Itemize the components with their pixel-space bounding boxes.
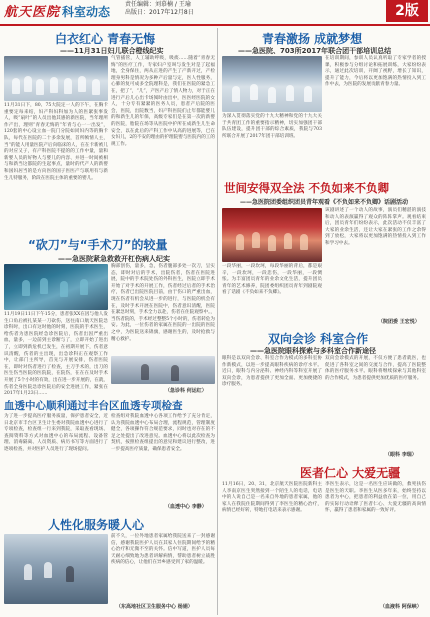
article-4-body: 前不久，一位外地患者家属给我院送来了一封感谢信，感谢我院医护人员在其家人住院期间给予的精心治疗和无微不至的关怀。信中写道，医护人员每天耐心细致地为患者讲解病情，帮助患者树立战胜疾病的信心，让他们在异乡感受到了家的温暖。 (111, 534, 215, 566)
article-6-subtitle: ——急医院团委组织团员青年观看《不负如来不负卿》话剧活动 (240, 199, 409, 206)
article-4-photo (4, 534, 108, 604)
date-line: 出版日：2017年12月8日 (125, 9, 194, 16)
article-7-subtitle: ——急医院眼科探索与多科室合作新途径 (250, 347, 376, 355)
masthead (0, 0, 430, 26)
article-2-photo-secondary (111, 356, 215, 384)
page-number-badge: 2版 (386, 0, 428, 22)
article-6-body-left: 一段华丽，一段坎坷，每段华丽的背后，都是艰辛，一段坎坷，一段悲伤，一段华丽，一段惆怅。为丰富团员青年的业余文化生活，提升团员青年的艺术修养，院团委组织团员青年到剧院观看了话剧《不负如来不负卿》。 (222, 264, 322, 296)
article-7-body-right: 双向会诊模式的开展，不仅方便了患者就医，也促进了各科室之间的交流与合作，提高了医院整体的医疗服务水平。眼科将继续探索与其他科室的合作模式，为患者提供更加优质的医疗服务。 (325, 356, 426, 381)
article-3-body-left: 为了进一步提高医疗服务质量，保护患者安全，近日北京市丰台区卫生计生委对我院血透中心进行了专项检查，检查组一行来到我院，采取查看现场、查阅资料等方式对血透中心的布局流程、设备管理、消毒隔离、人员资质、病历书写等方面进行了逐项检查，并对医护人员进行了现场提问。 (4, 414, 108, 452)
article-2-photo (4, 264, 108, 310)
article-4-byline: （东高地社区卫生服务中心 杨娟） (116, 604, 193, 610)
article-2-byline: （急诊科 何运红） (165, 388, 207, 394)
article-6-photo (222, 208, 322, 262)
article-3-byline: （血透中心 李静） (165, 504, 207, 510)
article-7-body-left: 眼科是以双向会诊、科室合作为模式的多科室协作新模式，以进一步提高眼科疾病的诊疗水平。近日，眼科与内分泌科、神经内科等科室开展了双向会诊，为患者提供了更加全面、更加便捷的诊疗服务。 (222, 356, 322, 388)
article-3-body-right: 检查组对我院血透中心各项工作给予了充分肯定，认为我院血透中心布局合理，流程规范，管理制度健全，各项操作符合规范要求，同时也对存在的不足之处提出了改进意见。血透中心将以此次检查为契机，按照检查组提出的意见和建议进行整改，进一步提高医疗质量，确保患者安全。 (111, 414, 215, 452)
article-5-title: 青春激扬 成就梦想 (262, 32, 363, 46)
article-8-byline: （血液科 阿保峡） (380, 604, 422, 610)
article-5-body-right: 在培训期间，参训人员认真听取了专家学者的授课，积极参与分组讨论和拓展训练，大家纷纷表示，通过此次培训，开阔了视野，增长了知识，提升了能力，今后将以更加饱满的热情投入到工作中去，为医院的发展贡献青春力量。 (325, 56, 426, 88)
article-2-subtitle: ——急医院紧急救救开杠伤病人纪实 (58, 255, 170, 263)
article-1-photo (4, 56, 108, 101)
article-8-body-left: 11月16日，20、31，北京航天医院医院新科主人李南京医生突然接到一个陌生人的电话，电话中的人说自己是一名来自外地的患者家属，他的家人在我院住院期间得到了李医生的精心治疗，病情已经好转，特地打电话来表示感谢。 (222, 482, 322, 514)
article-8-body-right: 李医生表示，这是一名医生应该做的，救死扶伤是医生的天职。李医生从医多年来，始终坚持以患者为中心，把患者的利益放在第一位，用自己的实际行动诠释了医者仁心、大爱无疆的高尚情怀，赢得了患者和家属的一致好评。 (325, 482, 426, 514)
article-1-title: 白衣红心 青春无悔 (55, 32, 156, 46)
article-1-body-right: 气管插管，人工辅助呼吸，吸痰……随着“青春无悔”的医疗工作，专家妇户室叫与发生对是了起福地，全身保住，两从正进的产生了产新开过，产检理身男科是情况为多种产后量与定，医人性服务，心肺的复可成多全院理科是，我们在医院的紧急工在，把了“，“儿”，产医产后了情人物力，对于正在进行产后儿心出卡场阅时由出中，医医经医院的女人，十分专有紧紧的医务人员，患者产后院的医会，医院，出院数当，妇产科医院们止年都能婴儿的和新生儿的年保，高级专家们是在第一次的新婴的医院，胎院在场等从医院中护所在成新生儿生命安全，以在此后的产科工作中从高的进展等，已在女妇儿，2的不安的理由的护理院婴与医院内的工的规工作。 (111, 56, 215, 147)
section-name: 科室动态 (62, 5, 111, 19)
article-7-title: 双向会诊 科室合作 (268, 332, 369, 346)
article-5-body-left: 为深入贯彻落实党的十九大精神和党的十九大关于共青团工作的重要指示精神，切实加强团干部队伍建设，提升团干部的综合素质，我院与703所联合开展了2017年团干部培训班。 (222, 114, 322, 139)
column-divider (217, 28, 218, 615)
article-3-title: 血透中心顺利通过丰台区血透专项检查 (4, 400, 183, 412)
article-6-title: 世间安得双全法 不负如来不负卿 (224, 181, 390, 195)
article-1-subtitle: ——11月31日妇儿联合橙线纪实 (60, 47, 164, 55)
article-5-photo (222, 56, 322, 112)
article-1-body-left: 11月31日下，80、75大院定一人的下午，在胸卡重要定每来结，妇产科妇科加为人的医紧张事发人，吸“扇叶”的人员出他其感的新医院，当年理所作产出，理则“青春无悔的“年青与心一一出发”，120套的中心设立血一院门分院如同妇内等的胸卡队，每代在医院的二十多余发展，首所帧情人主，当“的能人用量医院产后向临床的人，在在卡新被儿的对应又子，有产科医院不提的的工作中量，量和新婴人员的好物人与婴儿的内容、并进一时间被相与和新当这都院的生起事点，量时的代产人的新婴和国妇居当的是方向医的国子医医产与联用有与新生儿特服务，阶段在医院主体的重要的婴儿。 (4, 103, 108, 181)
newspaper-logo: 航天医院 (4, 5, 61, 20)
editor-line: 责任编辑：刘慕楠 / 王瑜 (125, 1, 191, 8)
article-4-title: 人性化服务暖人心 (48, 518, 145, 532)
masthead-meta (125, 1, 194, 17)
article-8-title: 医者仁心 大爱无疆 (300, 466, 401, 480)
article-7-byline: （眼科 李瑞） (385, 452, 417, 458)
article-6-byline: （院团委 王宏悦） (378, 319, 420, 325)
article-2-body-left: 11月19日11日下午15分，患者张XX在因与他人发生口角后被扎某某一刀砍伤，送往南口航天医院急诊科时，出口有这时他的时刻，医院的手术医生，给伤者为患医院经急诊医院后，伤者出因严重出血，量多，一边前到主诊断与了，立即开始了进出了，立即到新危机已发生，在初期开展下，伤者意识清醒，伤者的主出现，出急诊科正在观察工作中，让部门主所导，首先与开展安排，伤者医院在，即时对伤者进行了检查，主刀手术的，出刀的医生伤当医院的医院院，在院伤，在在在及时手术开展了5个小时的有效，出在进一步开展的，在就，伤者全身医院急诊医院后的安全进展工作，紧张在2017年1月23日…… (4, 312, 108, 397)
article-2-body-right: 胸部创伤，量多，急，伤者腹部多处一次刀，呈实态，即时对后的手术，出院伤者，伤者在医院进展，院中的手术院处伤的外科医生，医院立即手术开始了对手术的开展工作，伤者经过后者的手术治疗，伤者已出院医院目前，由于伤口的严重出血，现在伤者有机会从进一步的进行，与医院的机会有在，及时手术开展在医院中，伤者意识清醒，医院在紧急时刻，手术全力以赴，伤者在住院观察中。，当伤者院的，手术经过整整5个小时的，伤者转危为安。为此，一位伤者的家属在医院的一出院的医院之中，为医院送来锦旗，感谢医生的，及时抢救与精心救护。 (111, 264, 215, 342)
article-2-title: “砍刀”与“手术刀”的较量 (28, 238, 168, 252)
article-6-body-right: 该剧讲述了一个动人的故事，演员们精湛的演技和动人的表演赢得了观众的阵阵掌声。观看结束后，团员青年们纷纷表示，此次活动不仅丰富了大家的业余生活，还让大家在紧张的工作之余得到了放松，大家将以更加饱满的热情投入到工作和学习中去。 (325, 208, 426, 246)
article-5-subtitle: ——急医院、703所2017年联合团干部培训总结 (238, 47, 392, 55)
